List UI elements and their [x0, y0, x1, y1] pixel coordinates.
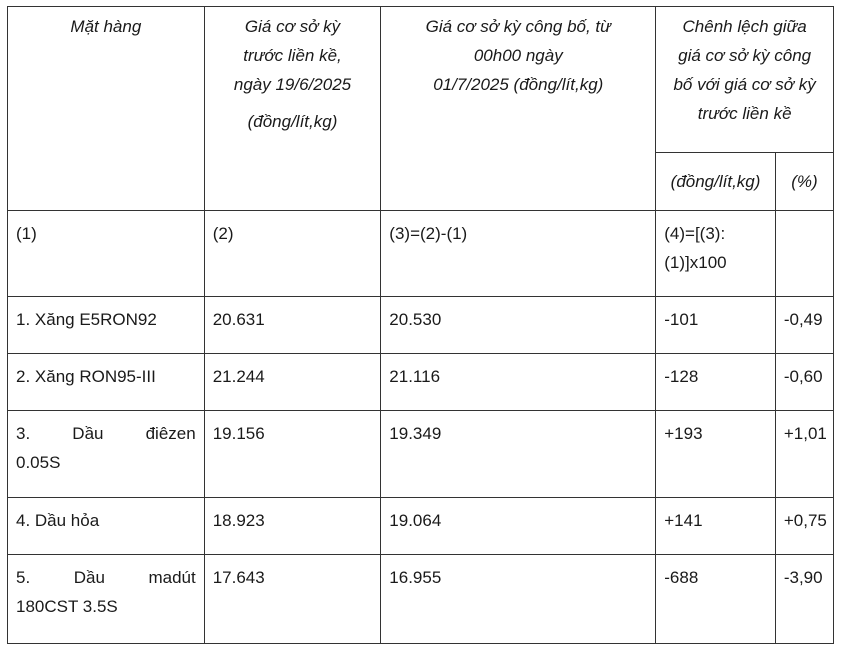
row-diff: +141 — [656, 498, 776, 555]
fuel-price-table — [7, 6, 834, 644]
header-diff-line4: trước liền kề — [697, 104, 792, 123]
row-name-line1: 5. Dầu madút — [16, 568, 196, 587]
header-diff — [656, 7, 834, 153]
row-pct: -0,60 — [775, 354, 833, 411]
row-name-line2: 0.05S — [16, 453, 61, 472]
row-prev-price: 21.244 — [204, 354, 381, 411]
table-row — [8, 411, 834, 498]
row-pct: +0,75 — [775, 498, 833, 555]
header-new-price-line2: 00h00 ngày — [473, 46, 563, 65]
formula-col4-line2: (1)]x100 — [664, 253, 727, 272]
formula-col2: (2) — [204, 211, 381, 297]
row-name-line1: 3. Dầu điêzen — [16, 424, 196, 443]
row-name — [8, 411, 205, 498]
formula-col5 — [775, 211, 833, 297]
table-row — [8, 354, 834, 411]
row-name — [8, 297, 205, 354]
row-pct: +1,01 — [775, 411, 833, 498]
row-diff: -101 — [656, 297, 776, 354]
row-pct: -0,49 — [775, 297, 833, 354]
header-diff-line2: giá cơ sở kỳ công — [678, 46, 812, 65]
row-prev-price: 20.631 — [204, 297, 381, 354]
table-row — [8, 297, 834, 354]
header-prev-price-line1: Giá cơ sở kỳ — [244, 17, 341, 36]
row-name-line2: 180CST 3.5S — [16, 597, 118, 616]
row-new-price: 21.116 — [381, 354, 656, 411]
row-pct: -3,90 — [775, 555, 833, 644]
row-name — [8, 354, 205, 411]
row-name — [8, 498, 205, 555]
row-diff: +193 — [656, 411, 776, 498]
row-prev-price: 17.643 — [204, 555, 381, 644]
row-name — [8, 555, 205, 644]
header-prev-price-unit: (đồng/lít,kg) — [247, 112, 338, 131]
row-diff: -688 — [656, 555, 776, 644]
formula-col4-line1: (4)=[(3): — [664, 224, 726, 243]
header-prev-price-line3: ngày 19/6/2025 — [233, 75, 352, 94]
formula-col1: (1) — [8, 211, 205, 297]
formula-col3: (3)=(2)-(1) — [381, 211, 656, 297]
row-prev-price: 19.156 — [204, 411, 381, 498]
header-diff-unit: (đồng/lít,kg) — [656, 153, 776, 211]
row-new-price: 19.064 — [381, 498, 656, 555]
row-name-text: 2. Xăng RON95-III — [16, 367, 156, 386]
row-diff: -128 — [656, 354, 776, 411]
header-item — [8, 7, 205, 211]
header-item-label: Mặt hàng — [70, 17, 142, 36]
table-row — [8, 555, 834, 644]
row-prev-price: 18.923 — [204, 498, 381, 555]
header-new-price-line3: 01/7/2025 (đồng/lít,kg) — [433, 75, 604, 94]
row-name-text: 1. Xăng E5RON92 — [16, 310, 157, 329]
header-new-price-line1: Giá cơ sở kỳ công bố, từ — [425, 17, 611, 36]
row-name-text: 4. Dầu hỏa — [16, 511, 100, 530]
row-new-price: 16.955 — [381, 555, 656, 644]
formula-col4 — [656, 211, 776, 297]
row-new-price: 20.530 — [381, 297, 656, 354]
header-new-price — [381, 7, 656, 211]
header-diff-pct: (%) — [775, 153, 833, 211]
table-row — [8, 498, 834, 555]
header-prev-price — [204, 7, 381, 211]
row-new-price: 19.349 — [381, 411, 656, 498]
header-diff-line1: Chênh lệch giữa — [682, 17, 807, 36]
header-diff-line3: bố với giá cơ sở kỳ — [673, 75, 816, 94]
header-prev-price-line2: trước liền kề, — [243, 46, 342, 65]
